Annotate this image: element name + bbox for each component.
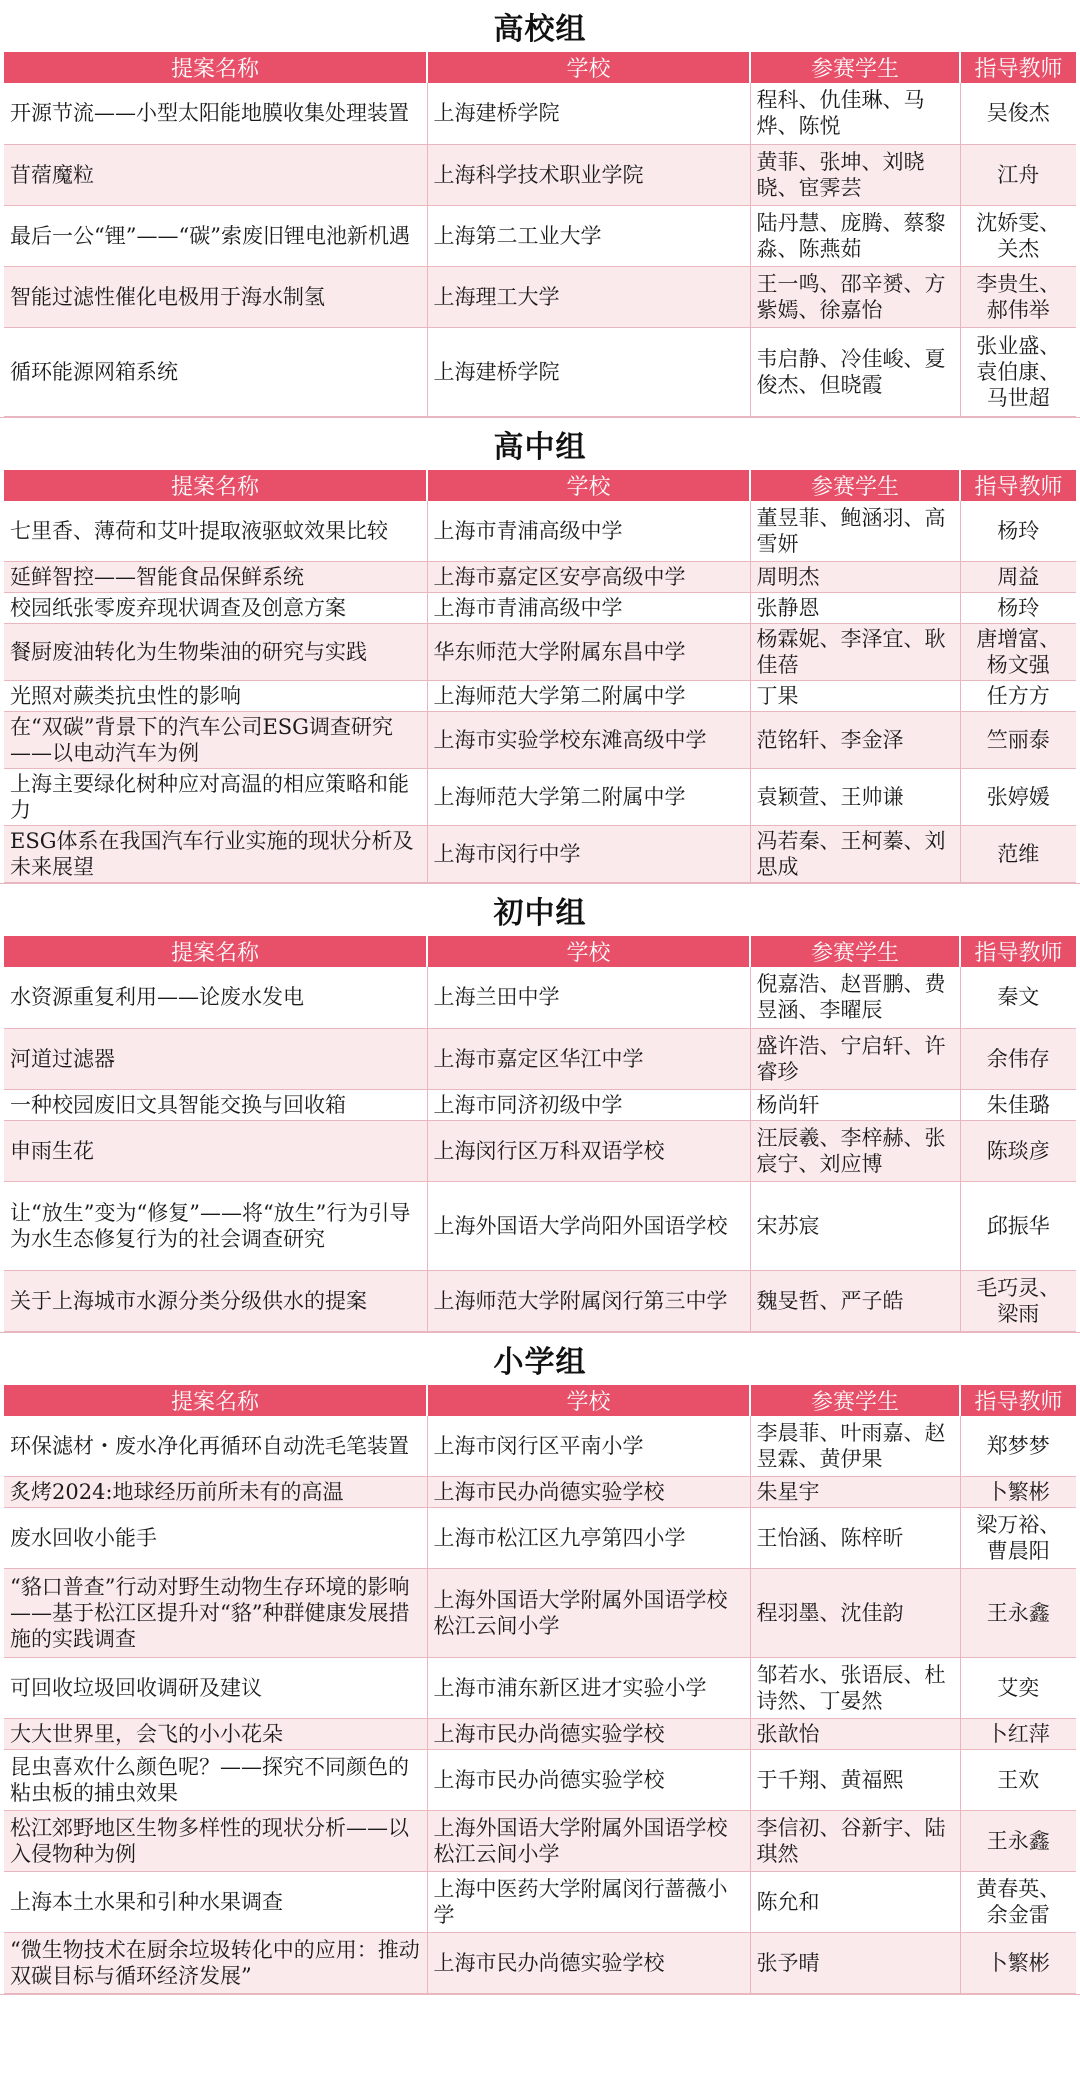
section-title: 小学组 — [493, 1344, 587, 1380]
teacher-cell: 范维 — [960, 826, 1076, 883]
students-cell: 韦启静、冷佳峻、夏俊杰、但晓霞 — [750, 327, 960, 416]
proposal-cell: 一种校园废旧文具智能交换与回收箱 — [4, 1089, 427, 1120]
proposal-cell: 餐厨废油转化为生物柴油的研究与实践 — [4, 624, 427, 681]
school-cell: 上海外国语大学尚阳外国语学校 — [427, 1181, 750, 1270]
table-row — [4, 266, 1076, 327]
section-block — [0, 418, 1080, 885]
school-cell: 上海兰田中学 — [427, 967, 750, 1028]
proposal-cell: 大大世界里，会飞的小小花朵 — [4, 1719, 427, 1750]
teacher-cell: 卜红萍 — [960, 1719, 1076, 1750]
results-table — [4, 470, 1076, 884]
proposal-cell: 河道过滤器 — [4, 1028, 427, 1089]
section-title: 初中组 — [493, 896, 587, 931]
table-row — [4, 624, 1076, 681]
students-cell: 宋苏宸 — [750, 1181, 960, 1270]
table-row — [4, 83, 1076, 144]
section-title: 高校组 — [493, 12, 587, 47]
school-cell: 上海市实验学校东滩高级中学 — [427, 712, 750, 769]
section-block — [0, 884, 1080, 1333]
table-header-row — [4, 52, 1076, 83]
header-school: 学校 — [427, 52, 750, 83]
proposal-cell: 昆虫喜欢什么颜色呢？——探究不同颜色的粘虫板的捕虫效果 — [4, 1750, 427, 1811]
teacher-cell: 陈琰彦 — [960, 1120, 1076, 1181]
school-cell: 上海建桥学院 — [427, 83, 750, 144]
results-table — [4, 1385, 1076, 1995]
proposal-cell: 炙烤2024:地球经历前所未有的高温 — [4, 1477, 427, 1508]
proposal-cell: 可回收垃圾回收调研及建议 — [4, 1658, 427, 1719]
school-cell: 上海科学技术职业学院 — [427, 144, 750, 205]
teacher-cell: 王永鑫 — [960, 1569, 1076, 1658]
results-table — [4, 52, 1076, 417]
school-cell: 上海外国语大学附属外国语学校松江云间小学 — [427, 1569, 750, 1658]
table-row — [4, 1811, 1076, 1872]
table-row — [4, 144, 1076, 205]
students-cell: 丁果 — [750, 681, 960, 712]
section-title: 高中组 — [493, 429, 587, 465]
students-cell: 程科、仇佳琳、马烨、陈悦 — [750, 83, 960, 144]
proposal-cell: 申雨生花 — [4, 1120, 427, 1181]
students-cell: 汪辰羲、李梓赫、张宸宁、刘应博 — [750, 1120, 960, 1181]
proposal-cell: 开源节流——小型太阳能地膜收集处理装置 — [4, 83, 427, 144]
table-row — [4, 1181, 1076, 1270]
teacher-cell: 周益 — [960, 562, 1076, 593]
students-cell: 于千翔、黄福熙 — [750, 1750, 960, 1811]
students-cell: 范铭轩、李金泽 — [750, 712, 960, 769]
school-cell: 上海市民办尚德实验学校 — [427, 1719, 750, 1750]
teacher-cell: 沈娇雯、关杰 — [960, 205, 1076, 266]
teacher-cell: 李贵生、郝伟举 — [960, 266, 1076, 327]
table-row — [4, 826, 1076, 883]
header-school: 学校 — [427, 470, 750, 501]
table-row — [4, 1719, 1076, 1750]
teacher-cell: 任方方 — [960, 681, 1076, 712]
students-cell: 周明杰 — [750, 562, 960, 593]
proposal-cell: 校园纸张零废弃现状调查及创意方案 — [4, 593, 427, 624]
teacher-cell: 余伟存 — [960, 1028, 1076, 1089]
school-cell: 上海市闵行区平南小学 — [427, 1416, 750, 1477]
school-cell: 上海师范大学附属闵行第三中学 — [427, 1270, 750, 1331]
table-row — [4, 967, 1076, 1028]
teacher-cell: 卜繁彬 — [960, 1477, 1076, 1508]
proposal-cell: 让“放生”变为“修复”——将“放生”行为引导为水生态修复行为的社会调查研究 — [4, 1181, 427, 1270]
header-proposal: 提案名称 — [4, 1385, 427, 1416]
school-cell: 上海外国语大学附属外国语学校松江云间小学 — [427, 1811, 750, 1872]
students-cell: 邹若水、张语辰、杜诗然、丁晏然 — [750, 1658, 960, 1719]
school-cell: 上海市民办尚德实验学校 — [427, 1750, 750, 1811]
students-cell: 张静恩 — [750, 593, 960, 624]
table-row — [4, 769, 1076, 826]
school-cell: 上海市闵行中学 — [427, 826, 750, 883]
school-cell: 上海市同济初级中学 — [427, 1089, 750, 1120]
table-row — [4, 205, 1076, 266]
teacher-cell: 王永鑫 — [960, 1811, 1076, 1872]
table-header-row — [4, 470, 1076, 501]
table-row — [4, 562, 1076, 593]
table-row — [4, 1933, 1076, 1994]
table-row — [4, 1658, 1076, 1719]
header-proposal: 提案名称 — [4, 936, 427, 967]
school-cell: 上海市浦东新区进才实验小学 — [427, 1658, 750, 1719]
teacher-cell: 秦文 — [960, 967, 1076, 1028]
school-cell: 上海第二工业大学 — [427, 205, 750, 266]
proposal-cell: 松江郊野地区生物多样性的现状分析——以入侵物种为例 — [4, 1811, 427, 1872]
students-cell: 董昱菲、鲍涵羽、高雪妍 — [750, 501, 960, 562]
proposal-cell: 苜蓿魔粒 — [4, 144, 427, 205]
teacher-cell: 毛巧灵、梁雨 — [960, 1270, 1076, 1331]
table-row — [4, 1872, 1076, 1933]
students-cell: 袁颖萱、王帅谦 — [750, 769, 960, 826]
header-school: 学校 — [427, 936, 750, 967]
table-header-row — [4, 936, 1076, 967]
table-row — [4, 1477, 1076, 1508]
teacher-cell: 杨玲 — [960, 501, 1076, 562]
students-cell: 魏旻哲、严子皓 — [750, 1270, 960, 1331]
teacher-cell: 朱佳璐 — [960, 1089, 1076, 1120]
proposal-cell: “貉口普查”行动对野生动物生存环境的影响——基于松江区提升对“貉”种群健康发展措施的实践调查 — [4, 1569, 427, 1658]
proposal-cell: 七里香、薄荷和艾叶提取液驱蚊效果比较 — [4, 501, 427, 562]
header-teacher: 指导教师 — [960, 470, 1076, 501]
students-cell: 王怡涵、陈梓昕 — [750, 1508, 960, 1569]
table-row — [4, 501, 1076, 562]
teacher-cell: 张业盛、袁伯康、马世超 — [960, 327, 1076, 416]
header-teacher: 指导教师 — [960, 52, 1076, 83]
table-row — [4, 1416, 1076, 1477]
proposal-cell: 循环能源网箱系统 — [4, 327, 427, 416]
proposal-cell: 在“双碳”背景下的汽车公司ESG调查研究——以电动汽车为例 — [4, 712, 427, 769]
header-students: 参赛学生 — [750, 936, 960, 967]
header-students: 参赛学生 — [750, 1385, 960, 1416]
school-cell: 上海理工大学 — [427, 266, 750, 327]
proposal-cell: 光照对蕨类抗虫性的影响 — [4, 681, 427, 712]
students-cell: 倪嘉浩、赵晋鹏、费昱涵、李曜辰 — [750, 967, 960, 1028]
students-cell: 张歆怡 — [750, 1719, 960, 1750]
students-cell: 冯若秦、王柯蓁、刘思成 — [750, 826, 960, 883]
header-students: 参赛学生 — [750, 470, 960, 501]
header-proposal: 提案名称 — [4, 470, 427, 501]
proposal-cell: 水资源重复利用——论废水发电 — [4, 967, 427, 1028]
header-teacher: 指导教师 — [960, 936, 1076, 967]
teacher-cell: 梁万裕、曹晨阳 — [960, 1508, 1076, 1569]
students-cell: 黄菲、张坤、刘晓晓、宦霁芸 — [750, 144, 960, 205]
students-cell: 李信初、谷新宇、陆琪然 — [750, 1811, 960, 1872]
teacher-cell: 郑梦梦 — [960, 1416, 1076, 1477]
school-cell: 上海师范大学第二附属中学 — [427, 769, 750, 826]
students-cell: 王一鸣、邵辛赟、方紫嫣、徐嘉怡 — [750, 266, 960, 327]
students-cell: 陈允和 — [750, 1872, 960, 1933]
header-students: 参赛学生 — [750, 52, 960, 83]
teacher-cell: 江舟 — [960, 144, 1076, 205]
proposal-cell: 环保滤材・废水净化再循环自动洗毛笔装置 — [4, 1416, 427, 1477]
students-cell: 程羽墨、沈佳韵 — [750, 1569, 960, 1658]
proposal-cell: 最后一公“锂”——“碳”索废旧锂电池新机遇 — [4, 205, 427, 266]
teacher-cell: 卜繁彬 — [960, 1933, 1076, 1994]
table-header-row — [4, 1385, 1076, 1416]
school-cell: 上海市青浦高级中学 — [427, 501, 750, 562]
table-row — [4, 1270, 1076, 1331]
students-cell: 张予晴 — [750, 1933, 960, 1994]
proposal-cell: 上海本土水果和引种水果调查 — [4, 1872, 427, 1933]
table-row — [4, 1028, 1076, 1089]
proposal-cell: 关于上海城市水源分类分级供水的提案 — [4, 1270, 427, 1331]
table-row — [4, 681, 1076, 712]
table-row — [4, 712, 1076, 769]
school-cell: 上海闵行区万科双语学校 — [427, 1120, 750, 1181]
proposal-cell: 上海主要绿化树种应对高温的相应策略和能力 — [4, 769, 427, 826]
proposal-cell: “微生物技术在厨余垃圾转化中的应用：推动双碳目标与循环经济发展” — [4, 1933, 427, 1994]
table-row — [4, 1569, 1076, 1658]
school-cell: 上海市民办尚德实验学校 — [427, 1477, 750, 1508]
proposal-cell: 废水回收小能手 — [4, 1508, 427, 1569]
teacher-cell: 唐增富、杨文强 — [960, 624, 1076, 681]
section-block — [0, 1333, 1080, 1996]
school-cell: 上海市松江区九亭第四小学 — [427, 1508, 750, 1569]
proposal-cell: 延鲜智控——智能食品保鲜系统 — [4, 562, 427, 593]
school-cell: 上海师范大学第二附属中学 — [427, 681, 750, 712]
results-table — [4, 936, 1076, 1332]
school-cell: 上海市青浦高级中学 — [427, 593, 750, 624]
table-row — [4, 1120, 1076, 1181]
school-cell: 上海市民办尚德实验学校 — [427, 1933, 750, 1994]
teacher-cell: 张婷媛 — [960, 769, 1076, 826]
table-row — [4, 327, 1076, 416]
teacher-cell: 黄春英、余金雷 — [960, 1872, 1076, 1933]
students-cell: 盛许浩、宁启轩、许睿珍 — [750, 1028, 960, 1089]
students-cell: 陆丹慧、庞腾、蔡黎淼、陈燕茹 — [750, 205, 960, 266]
school-cell: 华东师范大学附属东昌中学 — [427, 624, 750, 681]
teacher-cell: 艾奕 — [960, 1658, 1076, 1719]
section-block — [0, 0, 1080, 418]
teacher-cell: 吴俊杰 — [960, 83, 1076, 144]
header-teacher: 指导教师 — [960, 1385, 1076, 1416]
students-cell: 朱星宇 — [750, 1477, 960, 1508]
table-row — [4, 593, 1076, 624]
school-cell: 上海建桥学院 — [427, 327, 750, 416]
students-cell: 杨尚轩 — [750, 1089, 960, 1120]
students-cell: 杨霖妮、李泽宜、耿佳蓓 — [750, 624, 960, 681]
header-school: 学校 — [427, 1385, 750, 1416]
students-cell: 李晨菲、叶雨嘉、赵昱霖、黄伊果 — [750, 1416, 960, 1477]
teacher-cell: 竺丽泰 — [960, 712, 1076, 769]
school-cell: 上海市嘉定区安亭高级中学 — [427, 562, 750, 593]
school-cell: 上海市嘉定区华江中学 — [427, 1028, 750, 1089]
teacher-cell: 王欢 — [960, 1750, 1076, 1811]
table-row — [4, 1508, 1076, 1569]
proposal-cell: 智能过滤性催化电极用于海水制氢 — [4, 266, 427, 327]
proposal-cell: ESG体系在我国汽车行业实施的现状分析及未来展望 — [4, 826, 427, 883]
header-proposal: 提案名称 — [4, 52, 427, 83]
teacher-cell: 杨玲 — [960, 593, 1076, 624]
table-row — [4, 1750, 1076, 1811]
school-cell: 上海中医药大学附属闵行蔷薇小学 — [427, 1872, 750, 1933]
table-row — [4, 1089, 1076, 1120]
teacher-cell: 邱振华 — [960, 1181, 1076, 1270]
